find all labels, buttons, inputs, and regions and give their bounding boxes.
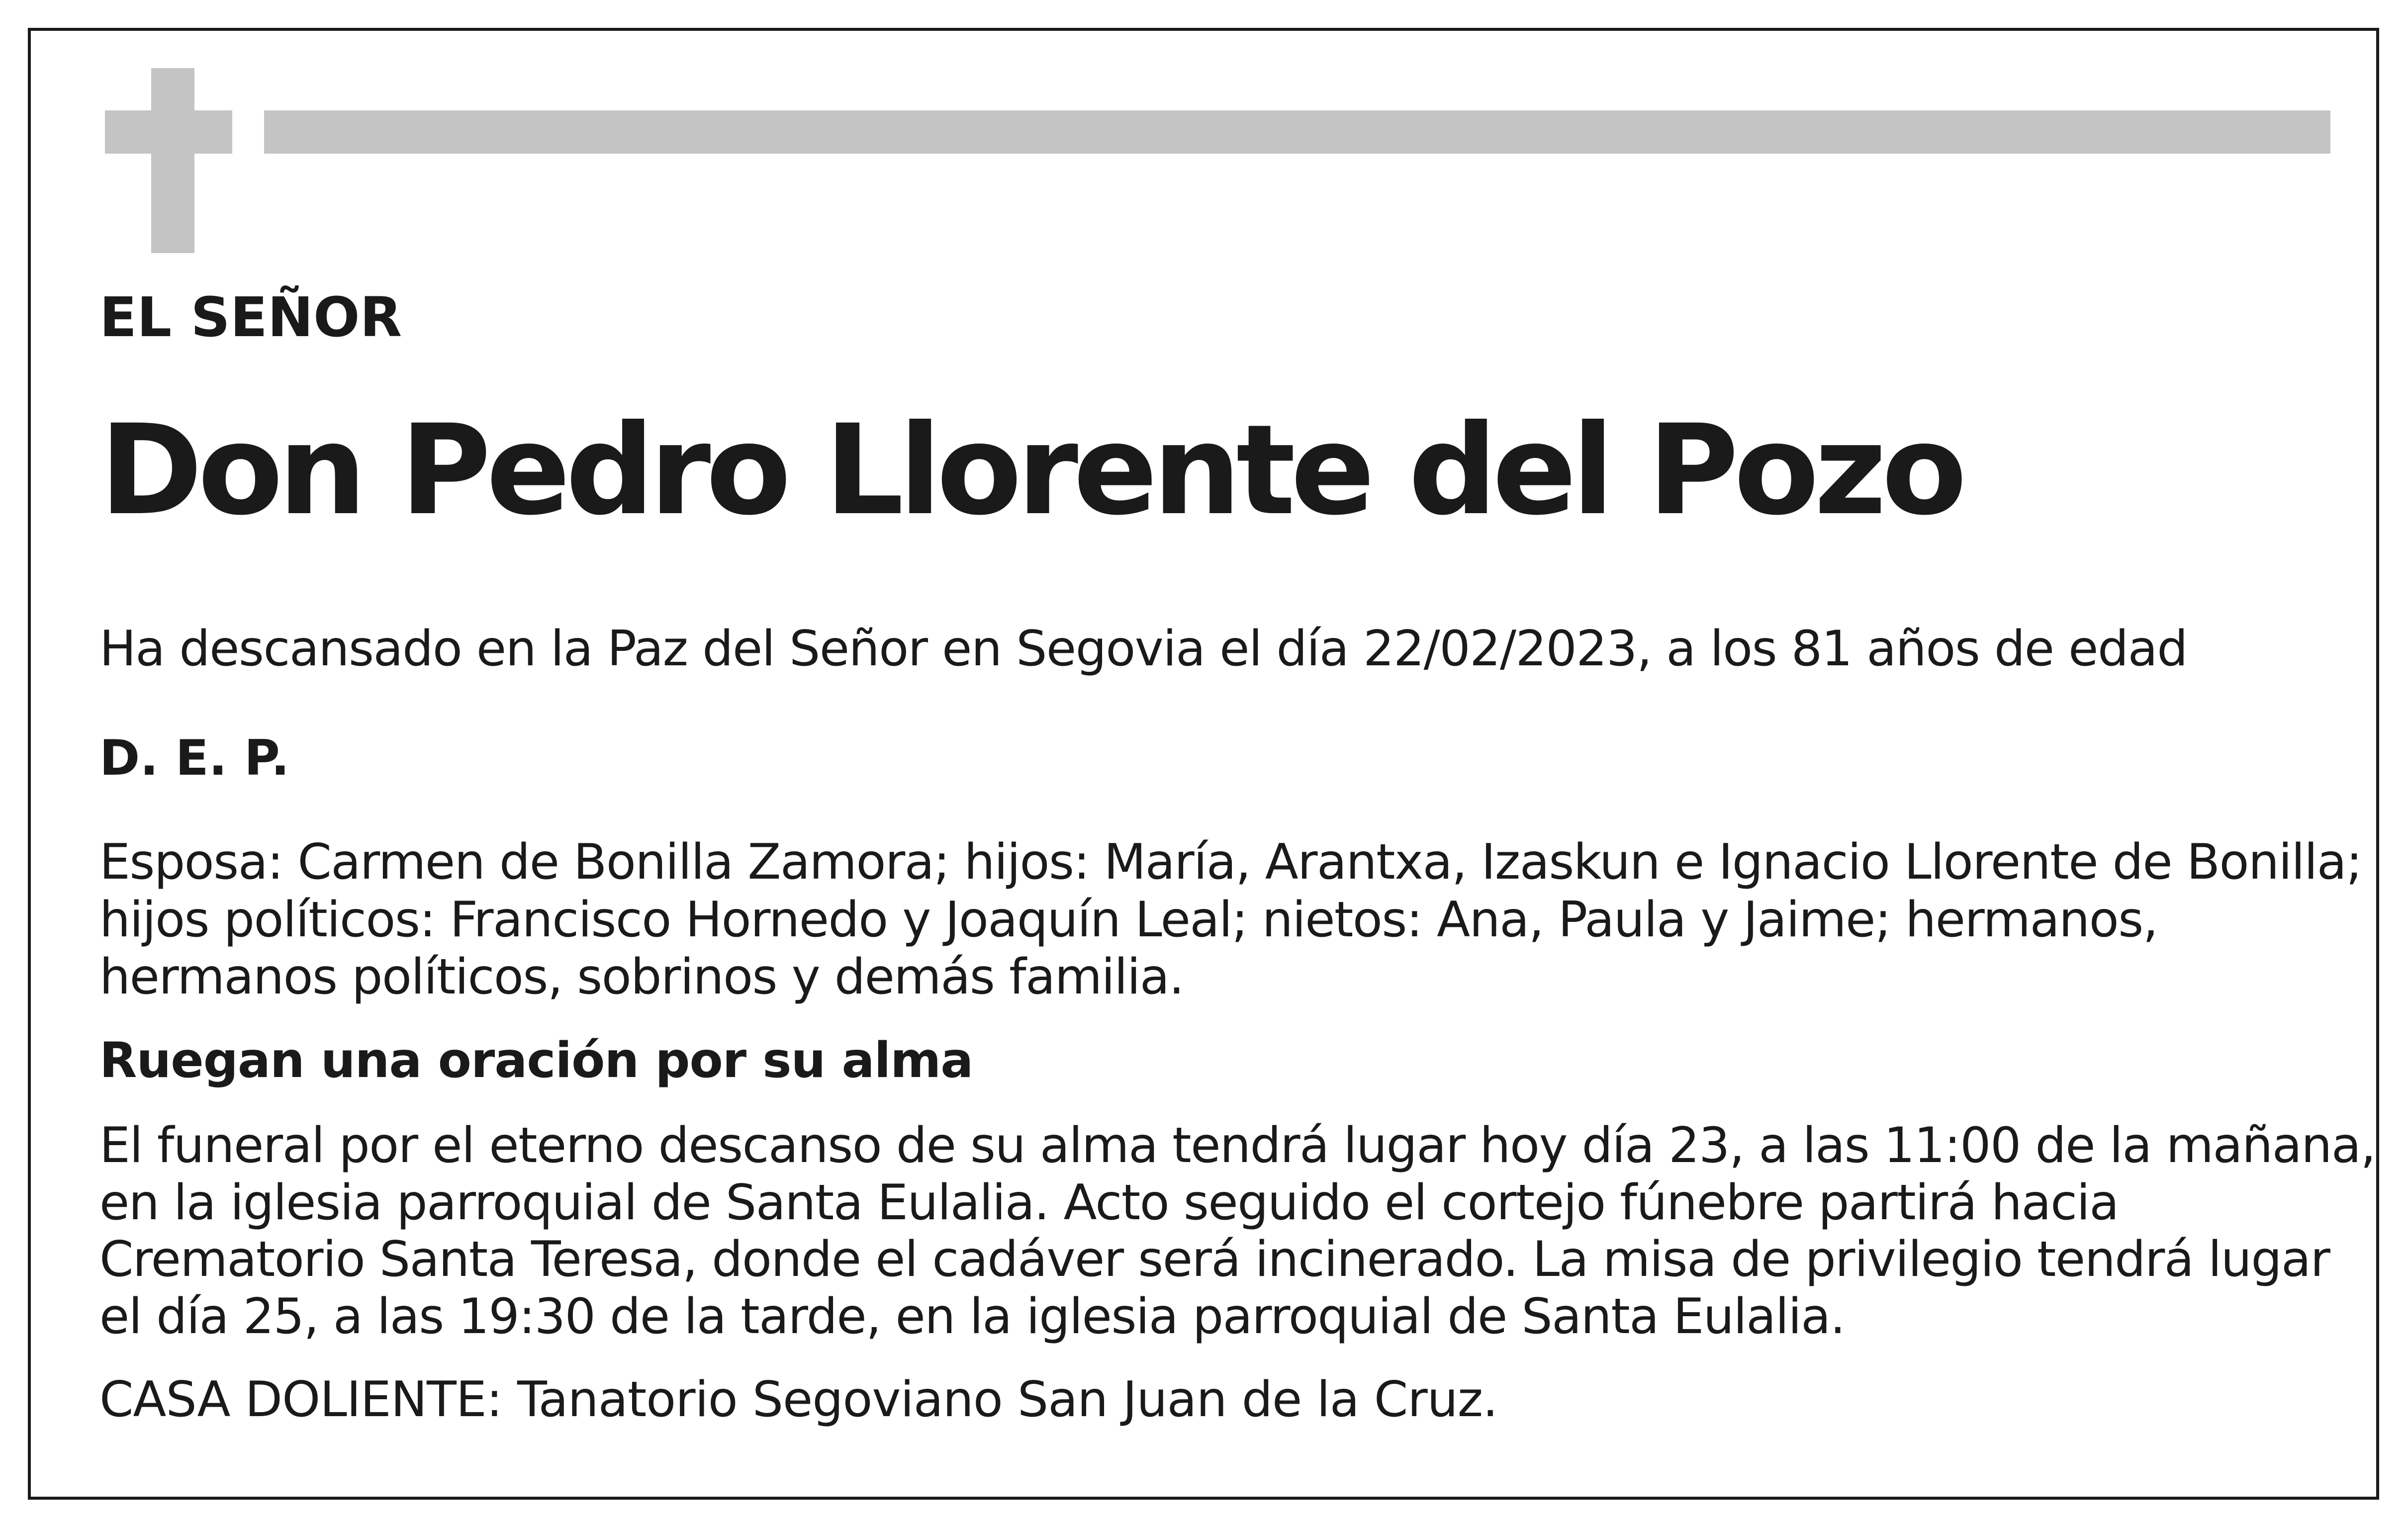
notice-heading: EL SEÑOR — [99, 285, 402, 349]
header-divider-bar — [264, 110, 2330, 154]
death-announcement: Ha descansado en la Paz del Señor en Segovia el día 22/02/2023, a los 81 años de edad — [99, 621, 2187, 677]
cross-vertical-beam — [151, 68, 194, 253]
funeral-line: el día 25, a las 19:30 de la tarde, en la iglesia parroquial de Santa Eulalia. — [99, 1288, 1845, 1345]
cross-horizontal-beam — [105, 110, 232, 154]
funeral-line: Crematorio Santa Teresa, donde el cadáver será incinerado. La misa de privilegio tendrá lugar — [99, 1231, 2330, 1288]
dep-abbreviation: D. E. P. — [99, 730, 290, 787]
prayer-request: Ruegan una oración por su alma — [99, 1032, 973, 1089]
funeral-line: El funeral por el eterno descanso de su alma tendrá lugar hoy día 23, a las 11:00 de la mañana, — [99, 1117, 2376, 1174]
family-paragraph — [99, 834, 2362, 1006]
family-line: hermanos políticos, sobrinos y demás familia. — [99, 949, 1184, 1006]
deceased-name: Don Pedro Llorente del Pozo — [99, 398, 1962, 542]
mourning-house: CASA DOLIENTE: Tanatorio Segoviano San Juan de la Cruz. — [99, 1371, 1498, 1428]
family-line: Esposa: Carmen de Bonilla Zamora; hijos: María, Arantxa, Izaskun e Ignacio Llorente de Bonilla; — [99, 834, 2362, 891]
family-line: hijos políticos: Francisco Hornedo y Joaquín Leal; nietos: Ana, Paula y Jaime; hermanos, — [99, 891, 2158, 948]
funeral-details — [99, 1117, 2375, 1346]
funeral-line: en la iglesia parroquial de Santa Eulalia. Acto seguido el cortejo fúnebre partirá hacia — [99, 1174, 2119, 1231]
